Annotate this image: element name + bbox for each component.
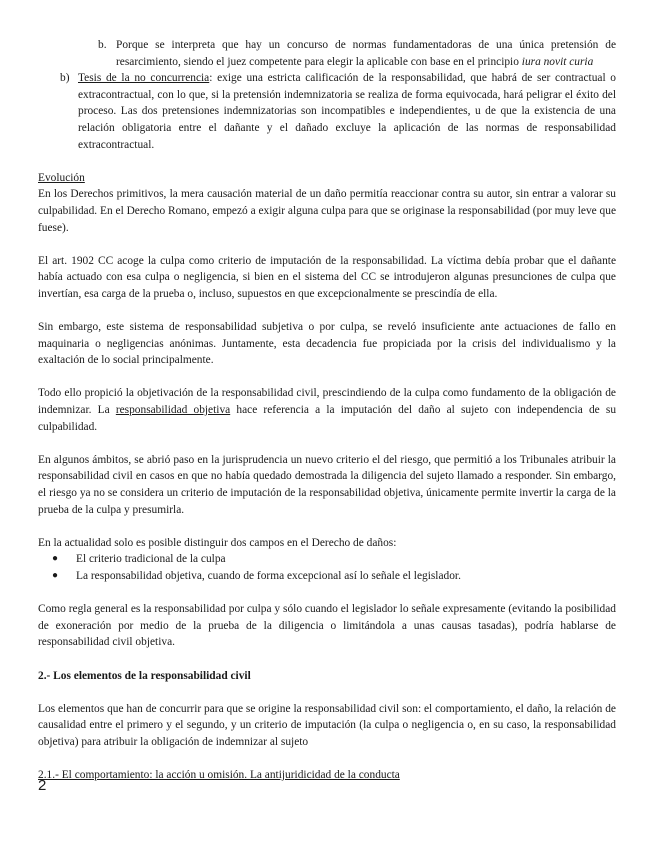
bullet-item [52, 551, 616, 568]
section-heading-evolucion: Evolución [38, 171, 85, 184]
section-heading-2: 2.- Los elementos de la responsabilidad civil [38, 669, 251, 682]
paragraph: El art. 1902 CC acoge la culpa como criterio de imputación de la responsabilidad. La víctima debía probar que el dañante había actuado con esa culpa o negligencia, si bien en el sistema del CC se introdujeron algunas presunciones de culpa que invertían, esa carga de la prueba o, incluso, supuestos en que excepcionalmente se prescindía de ella. [38, 254, 616, 300]
underlined-term: Tesis de la no concurrencia [78, 72, 210, 85]
page-number: 2 [38, 777, 47, 794]
paragraph: En los Derechos primitivos, la mera causación material de un daño permitía reaccionar contra su autor, sin entrar a valorar su culpabilidad. En el Derecho Romano, empezó a exigir alguna culpa para que se originase la responsabilidad (por muy leve que fuese). [38, 188, 616, 234]
underlined-term: responsabilidad objetiva [115, 404, 231, 417]
paragraph: En la actualidad solo es posible distinguir dos campos en el Derecho de daños: [38, 536, 397, 549]
bullet-icon: ● [52, 553, 59, 565]
paragraph [116, 37, 616, 70]
subsection-heading-2-1: 2.1.- El comportamiento: la acción u omisión. La antijuridicidad de la conducta [38, 769, 400, 782]
bullet-list [38, 551, 616, 584]
list-marker: b) [60, 72, 70, 85]
paragraph-text: : exige una estricta calificación de la responsabilidad, que habrá de ser contractual o extracontractual, con lo que, si la pretensión indemnizatoria se realiza de forma equivocada, hará peligrar el éxito del proceso. Las dos pretensiones indemnizatorias son incompatibles e independientes, u de que la existencia de una relación obligatoria entre el dañante y el dañado excluye la aplicación de las normas de responsabilidad extracontractual. [78, 72, 617, 151]
list-item-b-sub [98, 37, 616, 70]
paragraph: Como regla general es la responsabilidad por culpa y sólo cuando el legislador lo señale expresamente (evitando la posibilidad de exoneración por medio de la prueba de la diligencia o limitándola a unas causas tasadas), podría hablarse de responsabilidad civil objetiva. [38, 603, 616, 649]
document-page [38, 37, 616, 784]
bullet-icon: ● [52, 570, 59, 581]
paragraph [78, 70, 616, 153]
paragraph [38, 385, 616, 435]
paragraph-text: Todo ello propició la objetivación de la responsabilidad civil, prescindiendo de la culpa como fundamento de la obligación de indemnizar. La [38, 387, 616, 417]
paragraph-text: hace referencia a la imputación del daño al sujeto con independencia de su culpabilidad. [38, 404, 617, 433]
italic-term: iura novit curia [521, 55, 594, 68]
paragraph-text: Porque se interpreta que hay un concurso de normas fundamentadoras de una única pretensión de resarcimiento, siendo el juez competente para elegir la aplicable con base en el principio [116, 39, 616, 68]
bullet-text: El criterio tradicional de la culpa [76, 553, 226, 566]
paragraph: Los elementos que han de concurrir para que se origine la responsabilidad civil son: el comportamiento, el daño, la relación de causalidad entre el primero y el segundo, y un criterio de imputación (la culpa o negligencia o, en su caso, la responsabilidad objetiva) para atribuir la obligación de indemnizar al sujeto [38, 702, 616, 748]
bullet-item [52, 568, 616, 585]
paragraph: Sin embargo, este sistema de responsabilidad subjetiva o por culpa, se reveló insuficiente ante actuaciones de fallo en maquinaria o negligencias anónimas. Juntamente, esta decadencia fue propiciada por la crisis del individualismo y la exaltación de lo social principalmente. [38, 321, 616, 367]
list-marker: b. [98, 39, 107, 51]
paragraph: En algunos ámbitos, se abrió paso en la jurisprudencia un nuevo criterio el del riesgo, que permitió a los Tribunales atribuir la responsabilidad civil en casos en que no había quedado demostrada la diligencia del sujeto llamado a responder. Sin embargo, el riesgo ya no se considera un criterio de imputación de la responsabilidad objetiva, únicamente permite invertir la carga de la prueba de la culpa y presumirla. [38, 453, 616, 516]
list-item-b [60, 70, 616, 153]
bullet-text: La responsabilidad objetiva, cuando de forma excepcional así lo señale el legislador. [76, 570, 461, 582]
